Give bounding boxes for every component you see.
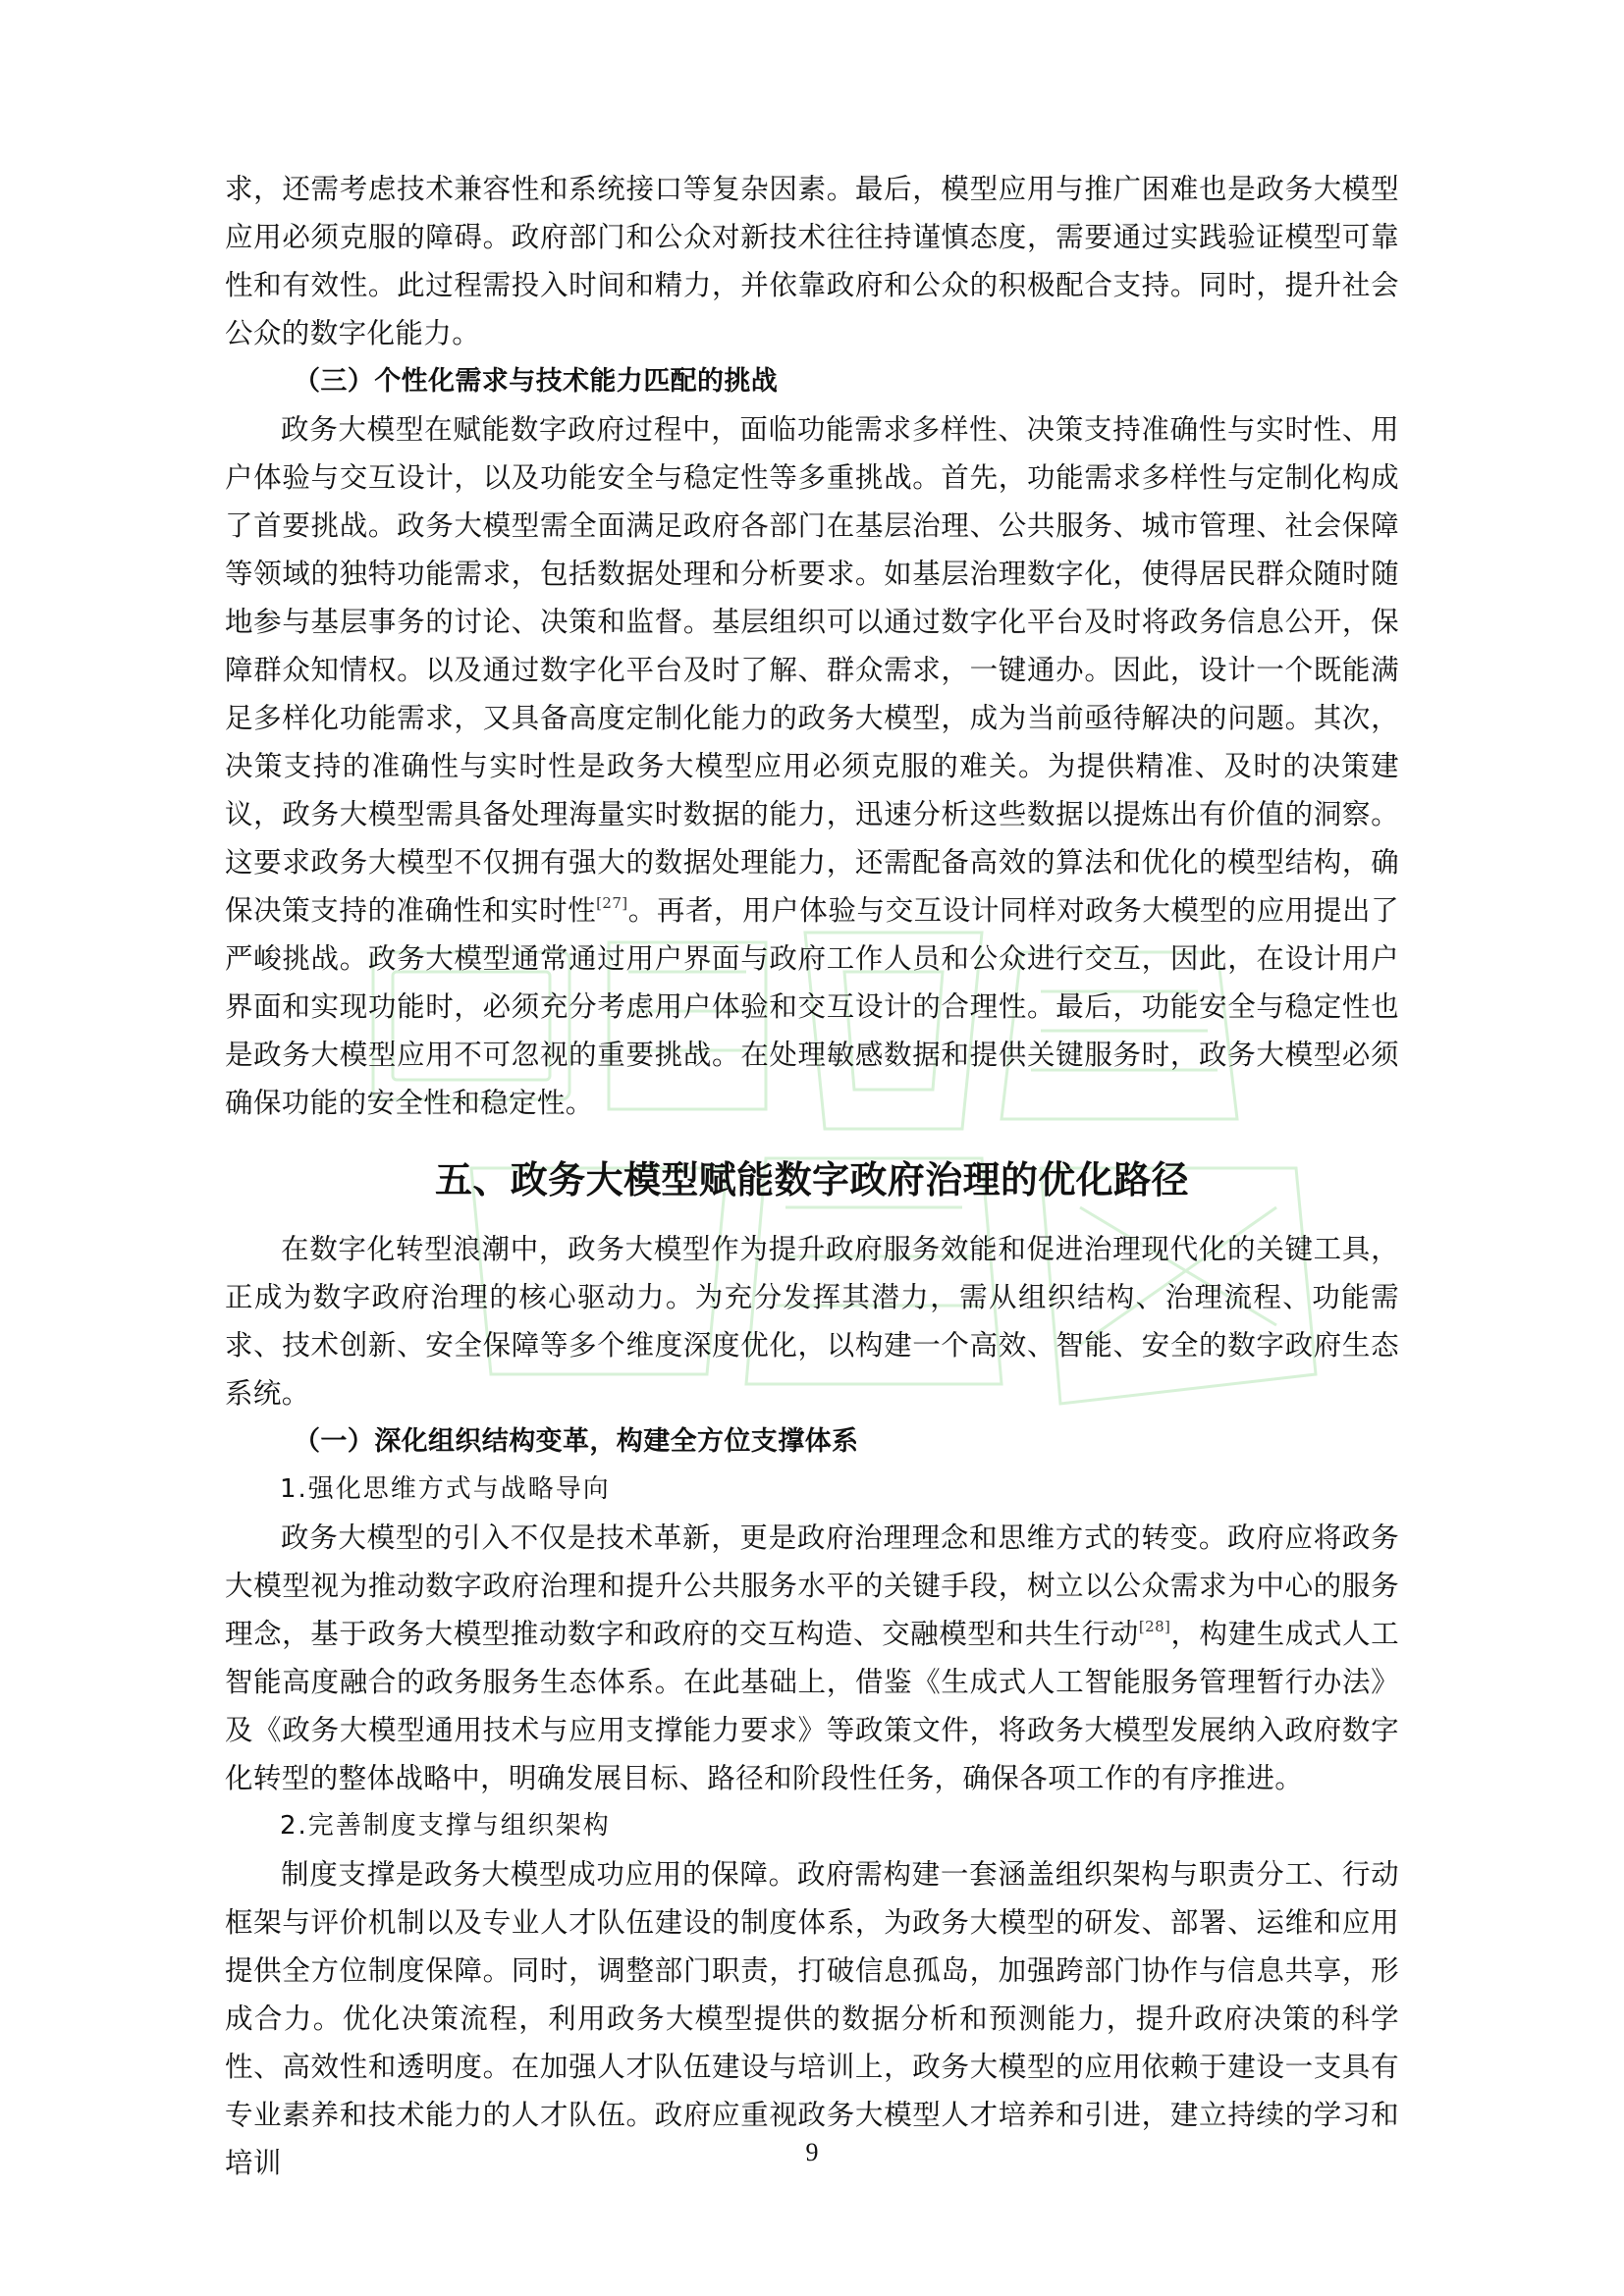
body-paragraph [225, 165, 1399, 357]
document-body [225, 165, 1399, 2187]
paragraph-text: 。再者，用户体验与交互设计同样对政务大模型的应用提出了严峻挑战。政务大模型通常通过用户界面与政府工作人员和公众进行交互，因此，在设计用户界面和实现功能时，必须充分考虑用户体验和交互设计的合理性。最后，功能安全与稳定性也是政务大模型应用不可忽视的重要挑战。在处理敏感数据和提供关键服务时，政务大模型必须确保功能的安全性和稳定性。 [225, 894, 1399, 1119]
paragraph-text: 求，还需考虑技术兼容性和系统接口等复杂因素。最后，模型应用与推广困难也是政务大模型应用必须克服的障碍。政府部门和公众对新技术往往持谨慎态度，需要通过实践验证模型可靠性和有效性。此过程需投入时间和精力，并依靠政府和公众的积极配合支持。同时，提升社会公众的数字化能力。 [225, 173, 1399, 349]
page-number: 9 [805, 2138, 819, 2166]
body-paragraph [225, 1514, 1399, 1802]
section-heading: 五、政务大模型赋能数字政府治理的优化路径 [434, 1158, 1189, 1201]
body-paragraph [225, 1225, 1399, 1417]
minor-heading: 2.完善制度支撑与组织架构 [280, 1811, 611, 1841]
paragraph-text: 制度支撑是政务大模型成功应用的保障。政府需构建一套涵盖组织架构与职责分工、行动框架与评价机制以及专业人才队伍建设的制度体系，为政务大模型的研发、部署、运维和应用提供全方位制度保障。同时，调整部门职责，打破信息孤岛，加强跨部门协作与信息共享，形成合力。优化决策流程，利用政务大模型提供的数据分析和预测能力，提升政府决策的科学性、高效性和透明度。在加强人才队伍建设与培训上，政务大模型的应用依赖于建设一支具有专业素养和技术能力的人才队伍。政府应重视政务大模型人才培养和引进，建立持续的学习和培训 [225, 1858, 1399, 2179]
paragraph-text: 政务大模型的引入不仅是技术革新，更是政府治理理念和思维方式的转变。政府应将政务大模型视为推动数字政府治理和提升公共服务水平的关键手段，树立以公众需求为中心的服务理念，基于政务大模型推动数字和政府的交互构造、交融模型和共生行动 [225, 1522, 1399, 1650]
minor-heading: 1.强化思维方式与战略导向 [280, 1474, 611, 1504]
subsection-heading: （三）个性化需求与技术能力匹配的挑战 [294, 366, 779, 397]
body-paragraph [225, 1850, 1399, 2187]
subsection-heading: （一）深化组织结构变革，构建全方位支撑体系 [294, 1426, 859, 1457]
paragraph-text: ，构建生成式人工智能高度融合的政务服务生态体系。在此基础上，借鉴《生成式人工智能服务管理暂行办法》及《政务大模型通用技术与应用支撑能力要求》等政策文件，将政务大模型发展纳入政府数字化转型的整体战略中，明确发展目标、路径和阶段性任务，确保各项工作的有序推进。 [225, 1618, 1399, 1794]
paragraph-text: 政务大模型在赋能数字政府过程中，面临功能需求多样性、决策支持准确性与实时性、用户体验与交互设计，以及功能安全与稳定性等多重挑战。首先，功能需求多样性与定制化构成了首要挑战。政务大模型需全面满足政府各部门在基层治理、公共服务、城市管理、社会保障等领域的独特功能需求，包括数据处理和分析要求。如基层治理数字化，使得居民群众随时随地参与基层事务的讨论、决策和监督。基层组织可以通过数字化平台及时将政务信息公开，保障群众知情权。以及通过数字化平台及时了解、群众需求，一键通办。因此，设计一个既能满足多样化功能需求，又具备高度定制化能力的政务大模型，成为当前亟待解决的问题。其次，决策支持的准确性与实时性是政务大模型应用必须克服的难关。为提供精准、及时的决策建议，政务大模型需具备处理海量实时数据的能力，迅速分析这些数据以提炼出有价值的洞察。这要求政务大模型不仅拥有强大的数据处理能力，还需配备高效的算法和优化的模型结构，确保决策支持的准确性和实时性 [225, 413, 1399, 927]
citation-marker: [28] [1138, 1618, 1171, 1635]
paragraph-text: 在数字化转型浪潮中，政务大模型作为提升政府服务效能和促进治理现代化的关键工具，正成为数字政府治理的核心驱动力。为充分发挥其潜力，需从组织结构、治理流程、功能需求、技术创新、安全保障等多个维度深度优化，以构建一个高效、智能、安全的数字政府生态系统。 [225, 1233, 1399, 1410]
citation-marker: [27] [596, 894, 628, 912]
body-paragraph [225, 405, 1399, 1127]
